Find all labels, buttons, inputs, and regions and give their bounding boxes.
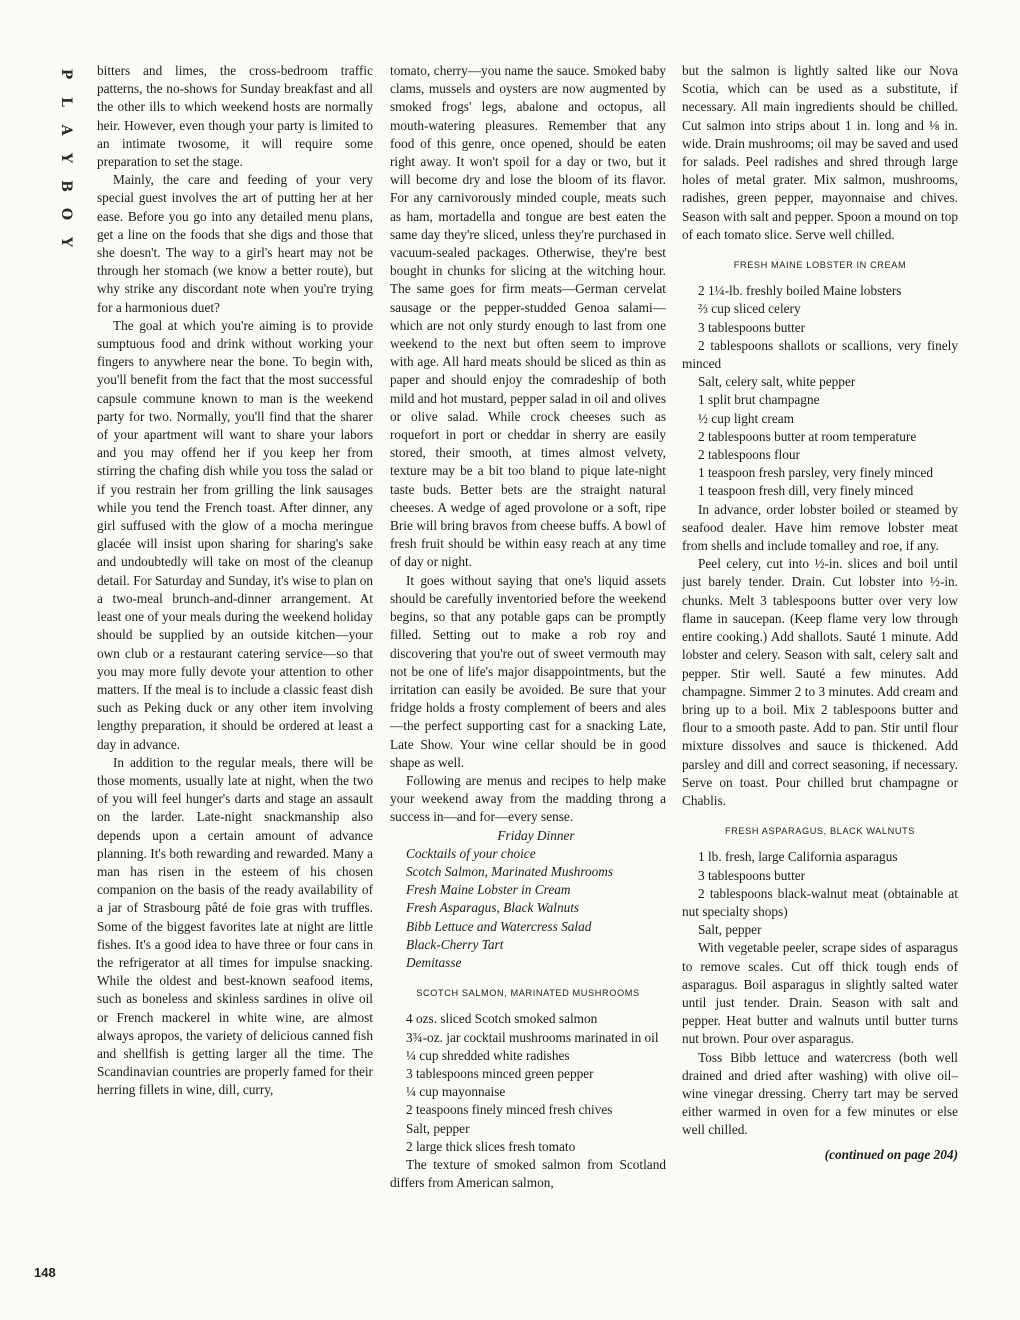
paragraph: Mainly, the care and feeding of your very special guest involves the art of putting her at her ease. Before you go into any detailed menu plans, get a line on the foods that she digs and those that she doesn't. The way to a girl's heart may not be through her stomach (we know a better route), but why strike any discordant note when you're trying for a harmonious duet? <box>97 172 373 315</box>
masthead-letter: Y <box>58 153 74 163</box>
paragraph: The goal at which you're aiming is to provide sumptuous food and drink without working your fingers to anywhere near the bone. To begin with, you'll benefit from the fact that the most successful capsule commune known to man is the weekend party for two. Normally, you'll find that the sharer of your apartment will want to share your labors and you may offend her if you keep her from stirring the chafing dish while you toss the salad or if you restrain her from grilling the link sausages while you tend the French toast. After dinner, any girl suffused with the glow of a mocha meringue glacée will insist upon sharing for sharing's sake and undoubtedly will take on most of the cleanup detail. For Saturday and Sunday, it's wise to plan on a two-meal brunch-and-dinner arrangement. At least one of your meals during the weekend holiday should be supplied by an outside kitchen—your own club or a restaurant catering service—so that you may more fully devote your attention to other matters. If the meal is to include a classic feast dish such as Peking duck or any other item involving lengthy preparation, it should be ordered at least a day in advance. <box>97 317 373 752</box>
paragraph: Peel celery, cut into ½-in. slices and boil until just barely tender. Drain. Cut lobster into ½-in. chunks. Melt 3 tablespoons butter over very low flame in saucepan. (Keep flame very low through entire cooking.) Add shallots. Sauté 1 minute. Add lobster and celery. Season with salt, celery salt and pepper. Stir well. Sauté a few minutes. Add champagne. Simmer 2 to 3 minutes. Add cream and bring up to a boil. Mix 2 tablespoons butter and flour to a smooth paste. Add to pan. Stir until flour mixture dissolves and sauce is thickened. Add parsley and dill and correct seasoning, if necessary. Serve on toast. Pour chilled brut champagne or Chablis. <box>682 556 958 808</box>
page-number: 148 <box>34 1265 56 1280</box>
ingredient-line: 2 tablespoons black-walnut meat (obtainable at nut specialty shops) <box>682 885 958 919</box>
ingredient-line: 3 tablespoons butter <box>698 867 806 883</box>
ingredient-line: ½ cup light cream <box>698 410 794 426</box>
masthead-letter: Y <box>58 237 74 247</box>
ingredient-line: 4 ozs. sliced Scotch smoked salmon <box>406 1011 598 1027</box>
continued-note: (continued on page 204) <box>824 1146 958 1162</box>
ingredient-line: 3¾-oz. jar cocktail mushrooms marinated in oil <box>406 1029 659 1045</box>
ingredient-line: 1 teaspoon fresh parsley, very finely minced <box>698 465 934 481</box>
paragraph: With vegetable peeler, scrape sides of asparagus to remove scales. Cut off thick tough ends of asparagus. Boil asparagus in slightly salted water until just tender. Drain. Season with salt and pepper. Heat butter and walnuts until butter turns nut brown. Pour over asparagus. <box>682 940 958 1047</box>
menu-title: Friday Dinner <box>497 827 575 843</box>
ingredient-line: 2 tablespoons shallots or scallions, very finely minced <box>682 337 958 372</box>
ingredient-line: 3 tablespoons minced green pepper <box>406 1065 594 1081</box>
ingredient-line: Salt, pepper <box>698 922 762 938</box>
ingredient-line: ⅔ cup sliced celery <box>698 301 801 317</box>
menu-item: Fresh Maine Lobster in Cream <box>406 882 571 898</box>
paragraph: Toss Bibb lettuce and watercress (both well drained and dried after washing) with olive oil–wine vinegar dressing. Cherry tart may be served either warmed in oven for a few minutes or else well chilled. <box>682 1049 958 1138</box>
paragraph: It goes without saying that one's liquid assets should be carefully inventoried before the weekend begins, so that any potable gaps can be promptly filled. Setting out to make a rob roy and discovering that you're out of sweet vermouth may not be one of life's major disappointments, but the irritation can easily be avoided. Be sure that your fridge holds a frosty complement of beers and ales—the perfect supporting cast for a snacking Late, Late Show. Your wine cellar should be in good shape as well. <box>390 572 666 770</box>
menu-item: Black-Cherry Tart <box>406 936 504 952</box>
column-3 <box>682 62 958 1164</box>
paragraph: In advance, order lobster boiled or steamed by seafood dealer. Have him remove lobster meat from shells and include tomalley and roe, if any. <box>682 501 958 554</box>
masthead-letter: P <box>58 68 74 80</box>
recipe-heading: FRESH ASPARAGUS, BLACK WALNUTS <box>724 826 916 837</box>
menu-item: Bibb Lettuce and Watercress Salad <box>406 918 592 934</box>
ingredient-line: 1 split brut champagne <box>698 392 820 408</box>
ingredient-line: 2 teaspoons finely minced fresh chives <box>406 1102 613 1118</box>
ingredient-line: Salt, pepper <box>406 1120 470 1136</box>
ingredient-line: 1 teaspoon fresh dill, very finely minced <box>698 483 914 499</box>
menu-item: Demitasse <box>406 954 462 970</box>
recipe-heading: SCOTCH SALMON, MARINATED MUSHROOMS <box>416 988 640 999</box>
masthead-letter: A <box>58 124 74 136</box>
ingredient-line: 2 tablespoons butter at room temperature <box>698 428 917 444</box>
paragraph: The texture of smoked salmon from Scotland differs from American salmon, <box>390 1156 666 1191</box>
ingredient-line: 3 tablespoons butter <box>698 319 806 335</box>
ingredient-line: 2 large thick slices fresh tomato <box>406 1138 576 1154</box>
ingredient-line: 2 1¼-lb. freshly boiled Maine lobsters <box>698 283 902 299</box>
menu-item: Cocktails of your choice <box>406 845 536 861</box>
column-1 <box>97 62 373 1100</box>
ingredient-line: ¼ cup shredded white radishes <box>406 1047 570 1063</box>
ingredient-line: 2 tablespoons flour <box>698 447 800 463</box>
paragraph: tomato, cherry—you name the sauce. Smoked baby clams, mussels and oysters are now augmented by smoked frogs' legs, abalone and octopus, all mouth-watering pleasures. Remember that any food of this genre, once opened, should be eaten right away. It won't spoil for a day or two, but it will become dry and lose the bloom of its flavor. For any carnivorously minded couple, meats such as ham, mortadella and tongue are best eaten the same day they're sliced, unless they're purchased in vacuum-sealed packages. Otherwise, they're best bought in chunks for slicing at the witching hour. The same goes for firm meats—German cervelat sausage or the pepper-studded Genoa salami—which are not only sturdy enough to last from one weekend to the next but often seem to improve with age. All hard meats should be sliced as thin as paper and should enjoy the comradeship of both mild and hot mustard, pepper salad in oil and olives or olive salad. While crock cheeses such as roquefort in port or cheddar in sherry are easily stored, their smooth, at times almost velvety, texture may be a bit too bland to pique late-night taste buds. Better bets are the straight natural cheeses. A wedge of aged provolone or a soft, ripe Brie will bring bravos from cheese buffs. A bowl of fresh fruit should be within easy reach at any time of day or night. <box>390 63 666 570</box>
magazine-masthead-vertical <box>54 60 78 256</box>
masthead-letter: B <box>58 180 74 192</box>
menu-item: Scotch Salmon, Marinated Mushrooms <box>406 863 614 879</box>
recipe-heading: FRESH MAINE LOBSTER IN CREAM <box>733 260 907 271</box>
ingredient-line: 1 lb. fresh, large California asparagus <box>698 849 898 865</box>
masthead-letter: O <box>58 207 74 221</box>
paragraph: Following are menus and recipes to help make your weekend away from the madding throng a success in—and for—every sense. <box>390 772 666 825</box>
column-2 <box>390 62 666 1192</box>
paragraph: In addition to the regular meals, there will be those moments, usually late at night, when the two of you will feel hunger's darts and stage an assault on the larder. Late-night snackmanship also depends upon a certain amount of advance planning. It's both rewarding and rewarded. Many a man has risen in the esteem of his chosen companion on the basis of the ready availability of a jar of Strasbourg pâté de foie gras with truffles. Some of the biggest favorites late at night are little fishes. It's a good idea to have three or four cans in the refrigerator at all times for impulse snacking. While the oldest and best-known seafood items, such as boneless and skinless sardines in olive oil or French mackerel in white wine, are almost always apropos, the variety of delicious canned fish and shellfish is getting larger all the time. The Scandinavian countries are properly famed for their herring fillets in wine, dill, curry, <box>97 754 373 1098</box>
masthead-letter: L <box>58 97 74 107</box>
paragraph: but the salmon is lightly salted like our Nova Scotia, which can be used as a substitute, if necessary. All main ingredients should be chilled. Cut salmon into strips about 1 in. long and ⅛ in. wide. Drain mushrooms; oil may be saved and used for salads. Peel radishes and shred through large holes of metal grater. Mix salmon, mushrooms, radishes, green pepper, mayonnaise and chives. Season with salt and pepper. Spoon a mound on top of each tomato slice. Serve well chilled. <box>682 63 958 242</box>
ingredient-line: ¼ cup mayonnaise <box>406 1084 506 1100</box>
menu-item: Fresh Asparagus, Black Walnuts <box>406 900 580 916</box>
ingredient-line: Salt, celery salt, white pepper <box>698 374 856 390</box>
paragraph: bitters and limes, the cross-bedroom traffic patterns, the no-shows for Sunday breakfast and all the other ills to which weekend hosts are normally heir. However, even though your party is limited to an intimate twosome, it will require some preparation to set the stage. <box>97 63 373 170</box>
